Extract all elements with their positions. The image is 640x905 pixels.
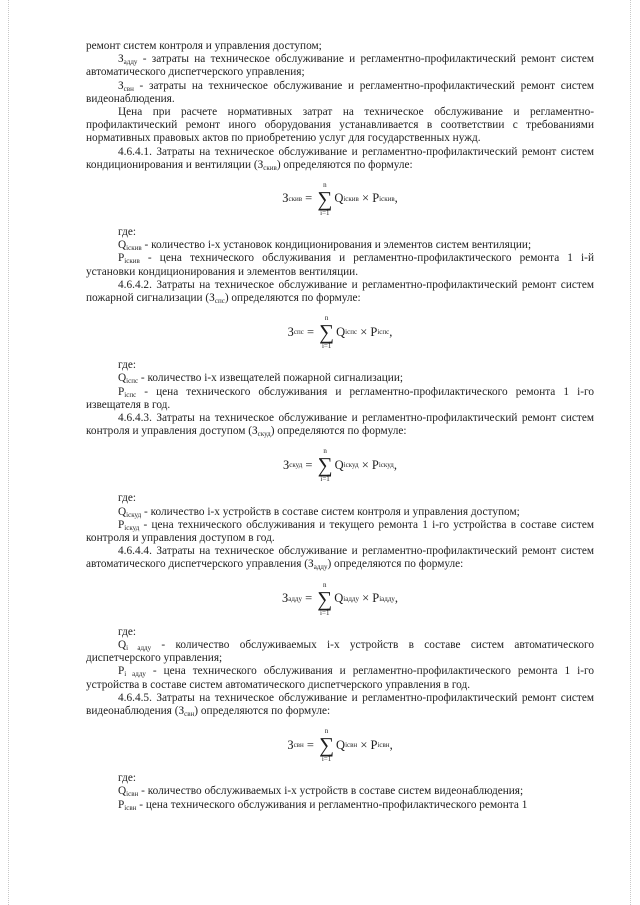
formula-addu: З адду = n ∑ i=1 Q iадду × P iадду ,: [281, 580, 399, 617]
formula-svn: З свн = n ∑ i=1 Q iсвн × P iсвн ,: [287, 727, 393, 764]
definition: $P_{i адду}$ - цена технического обслуживания и регламентно-профилактического ремонта 1 i-го устройства в составе систем автоматического диспетчерского управления в год.: [86, 665, 594, 691]
paragraph: Цена при расчете нормативных затрат на техническое обслуживание и регламентно-профилактический ремонт иного оборудования устанавливается в соответствии с требованиями нормативных правовых актов по приобретению услуг для государственных нужд.: [86, 106, 594, 145]
where-label: где:: [118, 492, 136, 505]
formula-sps: З спс = n ∑ i=1 Q iспс × P iспс ,: [287, 314, 393, 351]
document-body: [86, 40, 594, 812]
paragraph: ремонт систем контроля и управления доступом;: [86, 40, 322, 52]
definition: $Q_{iспс}$ - количество i-х извещателей пожарной сигнализации;: [118, 372, 404, 386]
sum-sign: n ∑ i=1: [317, 447, 333, 484]
sum-sign: n ∑ i=1: [317, 580, 333, 617]
definition: $P_{iскуд}$ - цена технического обслуживания и текущего ремонта 1 i-го устройства в составе систем контроля и управления доступом в год.: [86, 518, 594, 545]
section-4-6-4-5: 4.6.4.5. Затраты на техническое обслуживание и регламентно-профилактический ремонт систем видеонаблюдения $(З_{свн})$ определяются по формуле:: [86, 691, 594, 718]
formula-skud: З скуд = n ∑ i=1 Q iскуд × P iскуд ,: [283, 447, 397, 484]
sum-sign: n ∑ i=1: [319, 314, 335, 351]
definition: $P_{iспс}$ - цена технического обслуживания и регламентно-профилактического ремонта 1 i-го извещателя в год.: [86, 385, 594, 411]
where-label: где:: [118, 625, 136, 638]
definition: $Q_{iсвн}$ - количество обслуживаемых i-х устройств в составе систем видеонаблюдения;: [118, 785, 524, 799]
sum-sign: n ∑ i=1: [317, 181, 333, 218]
definition: $Q_{iскив}$ - количество i-х установок кондиционирования и элементов систем вентиляции;: [118, 239, 532, 253]
sum-sign: n ∑ i=1: [319, 727, 335, 764]
definition: $P_{iскив}$ - цена технического обслуживания и регламентно-профилактического ремонта 1 i-й установки кондиционирования и элементов вентиляции.: [86, 252, 594, 278]
definition: $Q_{i адду}$ - количество обслуживаемых i-х устройств в составе систем автоматического диспетчерского управления;: [86, 638, 594, 665]
scan-edge-left: [8, 0, 10, 905]
definition: $Q_{iскуд}$ - количество i-х устройств в составе систем контроля и управления доступом;: [118, 505, 520, 519]
section-4-6-4-2: 4.6.4.2. Затраты на техническое обслуживание и регламентно-профилактический ремонт систем пожарной сигнализации $(З_{спс})$ определяются по формуле:: [86, 278, 594, 306]
scan-edge-right: [630, 0, 632, 905]
definition: $P_{iсвн}$ - цена технического обслуживания и регламентно-профилактического ремонта 1: [118, 798, 528, 812]
section-4-6-4-1: 4.6.4.1. Затраты на техническое обслуживание и регламентно-профилактический ремонт систем кондиционирования и вентиляции $(З_{скив})$ определяются по формуле:: [86, 145, 594, 172]
where-label: где:: [118, 359, 136, 372]
section-4-6-4-3: 4.6.4.3. Затраты на техническое обслуживание и регламентно-профилактический ремонт систем контроля и управления доступом $(З_{скуд})$ определяются по формуле:: [86, 412, 594, 439]
where-label: где:: [118, 226, 136, 239]
where-label: где:: [118, 772, 136, 785]
paragraph: $З_{адду}$ - затраты на техническое обслуживание и регламентно-профилактический ремонт систем автоматического диспетчерского управления;: [86, 53, 594, 79]
paragraph: $З_{свн}$ - затраты на техническое обслуживание и регламентно-профилактический ремонт систем видеонаблюдения.: [86, 79, 594, 105]
section-4-6-4-4: 4.6.4.4. Затраты на техническое обслуживание и регламентно-профилактический ремонт систем автоматического диспетчерского управления $(З_{адду})$ определяются по формуле:: [86, 545, 594, 572]
formula-skiv: З скив = n ∑ i=1 Q iскив × P iскив ,: [282, 181, 398, 218]
